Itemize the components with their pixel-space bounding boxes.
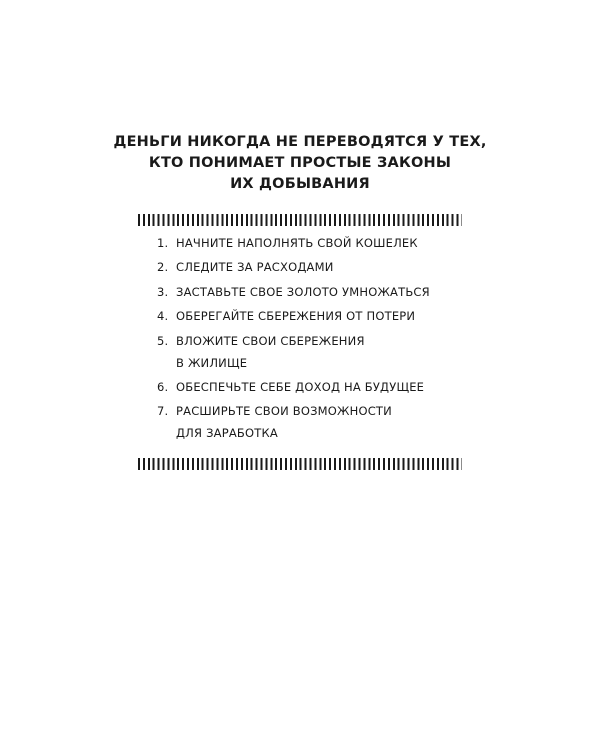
list-item-number: 1. [157, 236, 169, 250]
top-divider [138, 214, 462, 226]
list-item-text: РАСШИРЬТЕ СВОИ ВОЗМОЖНОСТИ [176, 404, 392, 419]
list-item-text: НАЧНИТЕ НАПОЛНЯТЬ СВОЙ КОШЕЛЕК [176, 236, 418, 250]
list-item-number: 3. [157, 284, 169, 299]
list-item [138, 376, 468, 398]
heading-line-1: ДЕНЬГИ НИКОГДА НЕ ПЕРЕВОДЯТСЯ У ТЕХ, [113, 134, 487, 150]
list-item-number: 6. [157, 379, 169, 394]
list-item [138, 256, 468, 278]
list-item-number: 4. [157, 309, 169, 324]
list-item [138, 305, 468, 327]
bottom-divider [138, 458, 462, 470]
page-heading [80, 132, 520, 195]
list-item [138, 400, 468, 444]
list-item-text: ВЛОЖИТЕ СВОИ СБЕРЕЖЕНИЯ [176, 333, 365, 348]
list-item-text-continued: В ЖИЛИЩЕ [176, 355, 248, 370]
heading-line-2: КТО ПОНИМАЕТ ПРОСТЫЕ ЗАКОНЫ [148, 155, 452, 171]
list-item-number: 2. [157, 260, 169, 275]
list-item-number: 5. [157, 333, 169, 348]
list-item [138, 281, 468, 303]
list-item [138, 232, 468, 254]
list-item-text: ОБЕРЕГАЙТЕ СБЕРЕЖЕНИЯ ОТ ПОТЕРИ [176, 309, 416, 324]
list-item-text-continued: ДЛЯ ЗАРАБОТКА [176, 426, 278, 441]
list-item-text: ЗАСТАВЬТЕ СВОЕ ЗОЛОТО УМНОЖАТЬСЯ [176, 284, 430, 299]
heading-line-3: ИХ ДОБЫВАНИЯ [230, 176, 370, 192]
list-item-text: СЛЕДИТЕ ЗА РАСХОДАМИ [176, 260, 334, 275]
laws-list [138, 232, 468, 447]
list-item-text: ОБЕСПЕЧЬТЕ СЕБЕ ДОХОД НА БУДУЩЕЕ [176, 379, 425, 394]
list-item [138, 330, 468, 374]
list-item-number: 7. [157, 404, 169, 419]
